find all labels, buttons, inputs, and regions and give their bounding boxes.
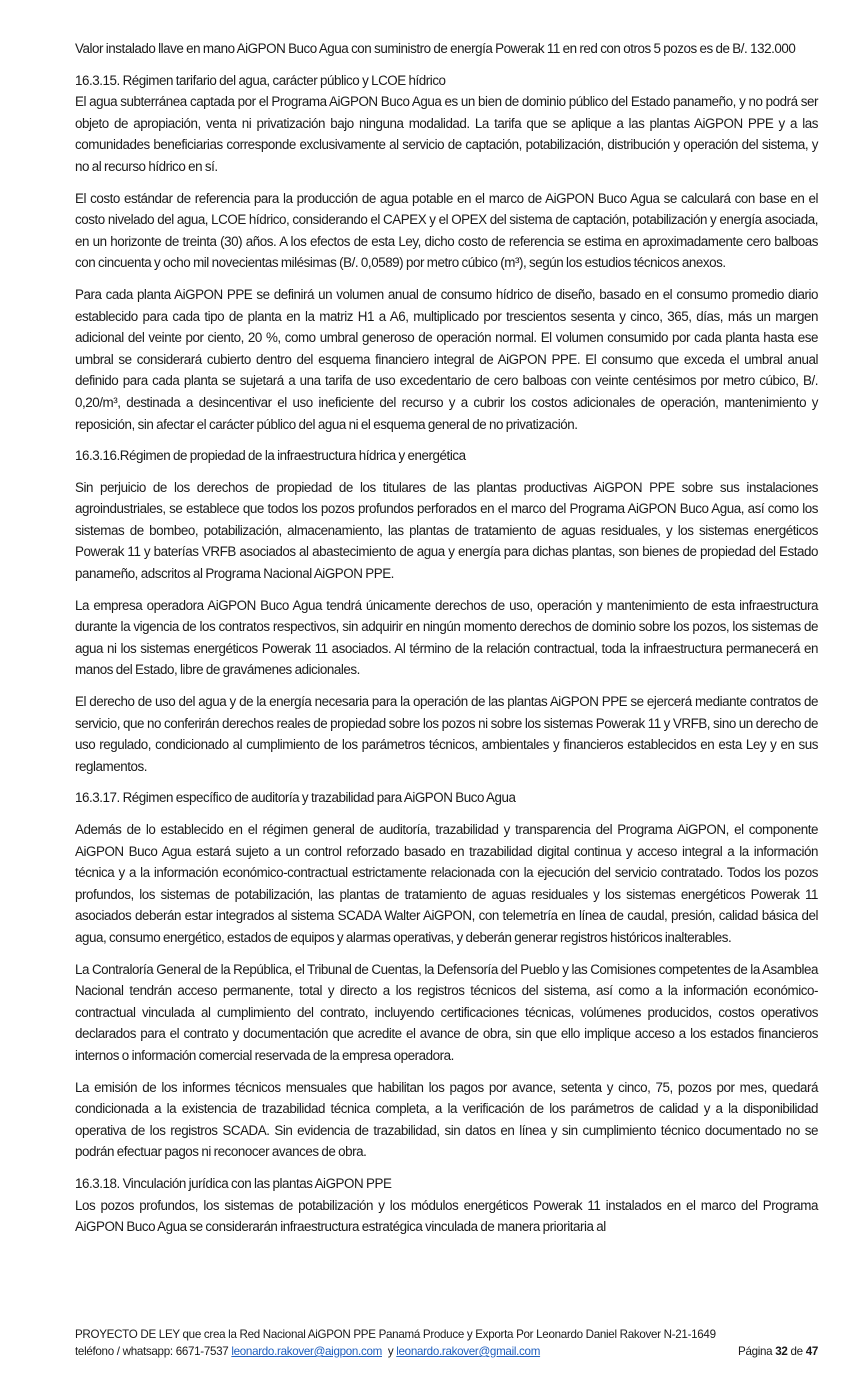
page-current: 32 [775,1345,788,1358]
footer-title-line [75,1326,818,1343]
footer-connector: y [381,1345,397,1358]
page-label: Página [738,1345,776,1358]
document-body [75,38,818,1238]
paragraph-propiedad-estado: Sin perjuicio de los derechos de propiedad de los titulares de las plantas productivas AiGPON PPE sobre sus instalaciones agroindustriales, se establece que todos los pozos profundos perforados en el marco del Programa AiGPON Buco Agua, así como los sistemas de bombeo, potabilización, almacenamiento, las plantas de tratamiento de aguas residuales, y los sistemas energéticos Powerak 11 y baterías VRFB asociados al abastecimiento de agua y energía para dichas plantas, son bienes de propiedad del Estado panameño, adscritos al Programa Nacional AiGPON PPE. [75,479,818,582]
footer-phone: teléfono / whatsapp: 6671-7537 [75,1345,232,1358]
paragraph-agua-dominio-publico: El agua subterránea captada por el Programa AiGPON Buco Agua es un bien de dominio público del Estado panameño, y no podrá ser objeto de apropiación, venta ni privatización bajo ninguna modalidad. La tarifa que se aplique a las plantas AiGPON PPE y a las comunidades beneficiarias corresponde exclusivamente al servicio de captación, potabilización, distribución y operación del sistema, y no al recurso hídrico en sí. [75,94,818,174]
paragraph-empresa-operadora: La empresa operadora AiGPON Buco Agua tendrá únicamente derechos de uso, operación y mantenimiento de esta infraestructura durante la vigencia de los contratos respectivos, sin adquirir en ningún momento derechos de dominio sobre los pozos, los sistemas de agua ni los sistemas energéticos Powerak 11 asociados. Al término de la relación contractual, toda la infraestructura permanecerá en manos del Estado, libre de gravámenes adicionales. [75,597,818,678]
paragraph-auditoria: Además de lo establecido en el régimen general de auditoría, trazabilidad y transparencia del Programa AiGPON, el componente AiGPON Buco Agua estará sujeto a un control reforzado basado en trazabilidad digital continua y acceso integral a la información técnica y a la información económico-contractual estrictamente relacionada con la ejecución del servicio contratado. Todos los pozos profundos, los sistemas de potabilización, las plantas de tratamiento de aguas residuales y los sistemas energéticos Powerak 11 asociados deberán estar integrados al sistema SCADA Walter AiGPON, con telemetría en línea de caudal, presión, calidad básica del agua, consumo energético, estados de equipos y alarmas operativas, y deberán generar registros históricos inalterables. [75,822,818,945]
footer-contact-line [75,1343,818,1360]
paragraph-informes-tecnicos: La emisión de los informes técnicos mensuales que habilitan los pagos por avance, setenta y cinco, 75, pozos por mes, quedará condicionada a la existencia de trazabilidad técnica completa, a la verificación de los parámetros de calidad y a la disponibilidad operativa de los registros SCADA. Sin evidencia de trazabilidad, sin datos en línea y sin cumplimiento técnico documentado no se podrán efectuar pagos ni reconocer avances de obra. [75,1079,818,1160]
footer-project-title: PROYECTO DE LEY que crea la Red Nacional AiGPON PPE Panamá Produce y Exporta Por Leonardo Daniel Rakover N-21-1649 [75,1328,716,1341]
section-heading-16-3-18: 16.3.18. Vinculación jurídica con las plantas AiGPON PPE [75,1175,392,1191]
paragraph-costo-estandar: El costo estándar de referencia para la producción de agua potable en el marco de AiGPON Buco Agua se calculará con base en el costo nivelado del agua, LCOE hídrico, considerando el CAPEX y el OPEX del sistema de captación, potabilización y energía asociada, en un horizonte de treinta (30) años. A los efectos de esta Ley, dicho costo de referencia se estima en aproximadamente cero balboas con cincuenta y ocho mil novecientas milésimas (B/. 0,0589) por metro cúbico (m³), según los estudios técnicos anexos. [75,190,818,271]
footer-contact [75,1343,540,1360]
section-heading-16-3-16: 16.3.16.Régimen de propiedad de la infraestructura hídrica y energética [75,448,466,464]
page-number [738,1343,818,1360]
section-heading-16-3-15: 16.3.15. Régimen tarifario del agua, carácter público y LCOE hídrico [75,72,446,88]
page-footer [75,1304,818,1360]
email-link-aigpon[interactable]: leonardo.rakover@aigpon.com [231,1345,382,1358]
page-of: de [787,1345,806,1358]
paragraph-vinculacion: Los pozos profundos, los sistemas de potabilización y los módulos energéticos Powerak 11 instalados en el marco del Programa AiGPON Buco Agua se considerarán infraestructura estratégica vinculada de manera prioritaria al [75,1197,818,1235]
paragraph-valor-instalado: Valor instalado llave en mano AiGPON Buco Agua con suministro de energía Powerak 11 en red con otros 5 pozos es de B/. 132.000 [75,41,796,56]
paragraph-volumen-anual: Para cada planta AiGPON PPE se definirá un volumen anual de consumo hídrico de diseño, basado en el consumo promedio diario establecido para cada tipo de planta en la matriz H1 a A6, multiplicado por trescientos sesenta y cinco, 365, días, más un margen adicional del veinte por ciento, 20 %, como umbral generoso de operación normal. El volumen consumido por cada planta hasta ese umbral se considerará cubierto dentro del esquema financiero integral de AiGPON PPE. El consumo que exceda el umbral anual definido para cada planta se sujetará a una tarifa de uso excedentario de cero balboas con veinte centésimos por metro cúbico, B/. 0,20/m³, destinada a desincentivar el uso ineficiente del recurso y a cubrir los costos adicionales de operación, mantenimiento y reposición, sin afectar el carácter público del agua ni el esquema general de no privatización. [75,286,818,432]
paragraph-contraloria: La Contraloría General de la República, el Tribunal de Cuentas, la Defensoría del Pueblo y las Comisiones competentes de la Asamblea Nacional tendrán acceso permanente, total y directo a los registros técnicos del sistema, así como a la información económico-contractual vinculada al cumplimiento del contrato, incluyendo certificaciones técnicas, volúmenes producidos, costos operativos declarados para el contrato y documentación que acredite el avance de obra, sin que ello implique acceso a los estados financieros internos o información comercial reservada de la empresa operadora. [75,961,818,1063]
page-total: 47 [805,1345,818,1358]
paragraph-derecho-uso: El derecho de uso del agua y de la energía necesaria para la operación de las plantas AiGPON PPE se ejercerá mediante contratos de servicio, que no conferirán derechos reales de propiedad sobre los pozos ni sobre los sistemas Powerak 11 y VRFB, sino un derecho de uso regulado, condicionado al cumplimiento de los parámetros técnicos, ambientales y financieros establecidos en esta Ley y en sus reglamentos. [75,694,818,774]
section-heading-16-3-17: 16.3.17. Régimen específico de auditoría y trazabilidad para AiGPON Buco Agua [75,790,516,806]
email-link-gmail[interactable]: leonardo.rakover@gmail.com [396,1345,541,1358]
